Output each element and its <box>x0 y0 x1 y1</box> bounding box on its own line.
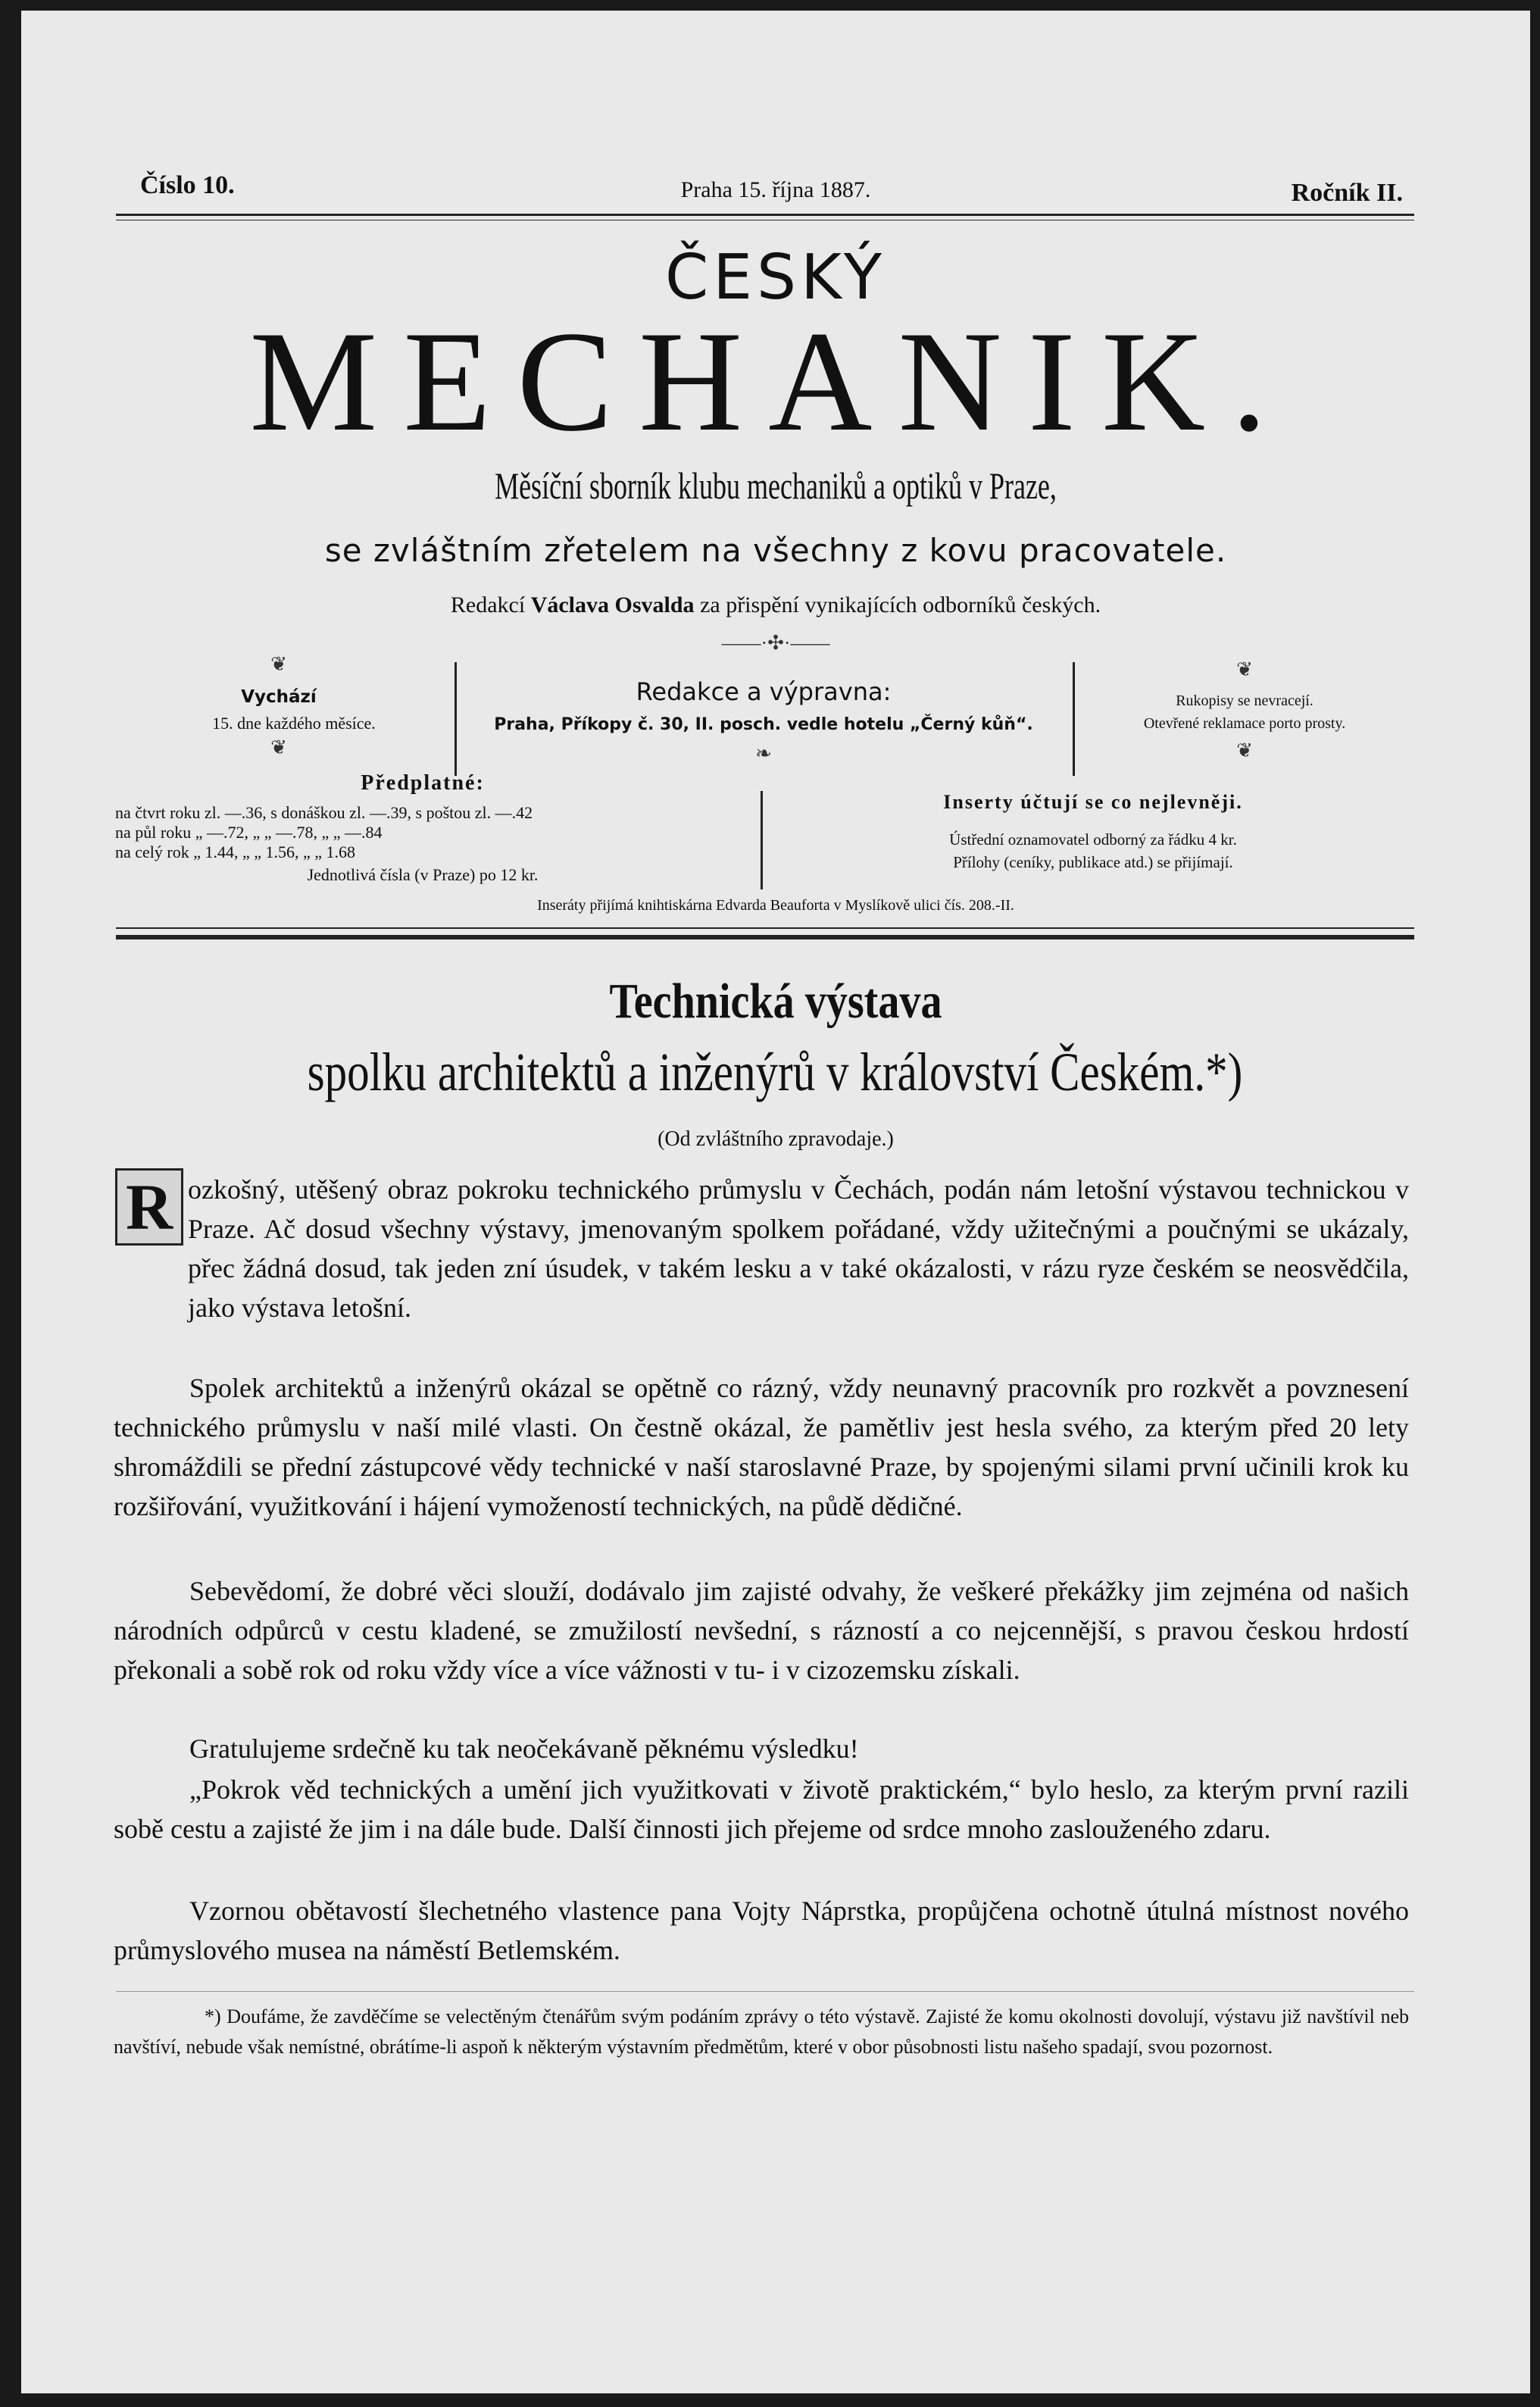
masthead-subtitle: Měsíční sborník klubu mechaniků a optiků v Praze, <box>495 464 1057 507</box>
paragraph-text: „Pokrok věd technických a umění jich využitkovati v životě praktickém,“ bylo heslo, za kterým první razili sobě cestu a zajisté že jim i na dále bude. Další činnosti jich přejeme od srdce mnoho zaslouženého zdaru. <box>114 1774 1409 1844</box>
masthead-top-word: ČESKÝ <box>664 242 887 314</box>
ornament-right-top: ❦ <box>1236 658 1253 680</box>
paragraph-text: Vzornou obětavostí šlechetného vlastence pana Vojty Náprstka, propůjčena ochotně útulná místnost nového průmyslového musea na náměstí Betlemském. <box>114 1896 1409 1965</box>
article-paragraph-3 <box>114 1571 1409 1690</box>
drop-cap: R <box>115 1168 183 1246</box>
article-paragraph-1 <box>114 1170 1409 1327</box>
issue-number: Číslo 10. <box>140 171 235 199</box>
info-divider-2 <box>1073 662 1075 776</box>
ads-title: Inserty účtují se co nejlevněji. <box>943 791 1243 813</box>
paragraph-text: ozkošný, utěšený obraz pokroku technického průmyslu v Čechách, podán nám letošní výstavou technickou v Praze. Ač dosud všechny výstavy, jmenovaným spolkem pořádané, vždy užitečnými a poučnými se ukázaly, přec žádná dosud, tak jeden zní úsudek, v takém lesku a v také okázalosti, v rázu ryze českém se neosvědčila, jako výstava letošní. <box>188 1174 1409 1323</box>
ornament-right-bottom: ❦ <box>1236 739 1253 761</box>
editor-line <box>21 592 1530 618</box>
article-footnote: *) Doufáme, že zavděčíme se velectěným čtenářům svým podáním zprávy o této výstavě. Zajisté že komu okolnosti dovolují, výstavu již navštívil neb navštíví, nebude však nemístné, obrátíme-li aspoň k některým výstavním předmětům, které v obor působnosti listu našeho spadají, svou pozornost. <box>114 2005 1409 2058</box>
single-issue-price: Jednotlivá čísla (v Praze) po 12 kr. <box>307 865 539 884</box>
editor-line-post: za přispění vynikajících odborníků českých. <box>700 592 1101 617</box>
article-headline: Technická výstava <box>609 974 942 1029</box>
paragraph-text: Gratulujeme srdečně ku tak neočekávaně pěknému výsledku! <box>189 1733 859 1764</box>
masthead-rule-thick <box>116 935 1414 939</box>
info-divider-3 <box>761 791 763 889</box>
article-paragraph-2 <box>114 1368 1409 1526</box>
footnote-rule <box>116 1991 1414 1992</box>
office-address: Praha, Příkopy č. 30, II. posch. vedle hotelu „Černý kůň“. <box>494 715 1033 734</box>
published-text: 15. dne každého měsíce. <box>212 714 376 733</box>
subscription-row: na půl roku „ —.72, „ „ —.78, „ „ —.84 <box>115 823 383 842</box>
volume-number: Ročník II. <box>1291 179 1403 207</box>
article-byline: (Od zvláštního zpravodaje.) <box>658 1127 894 1151</box>
article-subheadline: spolku architektů a inženýrů v království Českém.*) <box>307 1042 1243 1102</box>
header-rule <box>116 214 1414 216</box>
ads-line-2: Přílohy (ceníky, publikace atd.) se přijímají. <box>953 853 1233 871</box>
ornament-left-top: ❦ <box>270 653 287 675</box>
manuscripts-note: Rukopisy se nevracejí. <box>1176 692 1314 709</box>
paragraph-text: Sebevědomí, že dobré věci slouží, dodávalo jim zajisté odvahy, že veškeré překážky jim zejména od našich národních odpůrců v cestu kladené, se zmužilostí nevšední, s rázností a co nejcennější, s pravou českou hrdostí překonali a sobě rok od roku vždy více a více vážnosti v tu- i v cizozemsku získali. <box>114 1576 1409 1685</box>
ornament-left-bottom: ❦ <box>270 736 287 758</box>
paragraph-text: Spolek architektů a inženýrů okázal se opětně co rázný, vždy neunavný pracovník pro rozkvět a povznesení technického průmyslu v naší milé vlasti. On čestně okázal, že pamětliv jest hesla svého, za kterým před 20 lety shromáždili se přední zástupcové vědy technické v naší staroslavné Praze, by spojenými silami první učinili krok ku rozšiřování, využitkování i hájení vymožeností technických, na půdě dědičné. <box>114 1373 1409 1521</box>
article-paragraph-5 <box>114 1770 1409 1849</box>
office-title: Redakce a výpravna: <box>636 677 892 706</box>
ads-line-1: Ústřední oznamovatel odborný za řádku 4 kr. <box>949 830 1237 849</box>
editor-name: Václava Osvalda <box>530 592 695 617</box>
subscription-row: na celý rok „ 1.44, „ „ 1.56, „ „ 1.68 <box>115 842 356 861</box>
ads-acceptance: Inseráty přijímá knihtiskárna Edvarda Beauforta v Myslíkově ulici čís. 208.-II. <box>537 897 1014 914</box>
masthead-title: MECHANIK. <box>249 302 1293 461</box>
subscription-title: Předplatné: <box>361 771 485 795</box>
masthead-tagline: se zvláštním zřetelem na všechny z kovu pracovatele. <box>324 532 1227 569</box>
newspaper-page <box>21 11 1530 2393</box>
article-paragraph-6 <box>114 1891 1409 1970</box>
place-date: Praha 15. října 1887. <box>680 177 871 202</box>
reclamation-note: Otevřené reklamace porto prosty. <box>1143 715 1346 732</box>
editor-line-pre: Redakcí <box>450 592 526 617</box>
published-title: Vychází <box>241 687 317 707</box>
info-divider-1 <box>455 662 457 776</box>
ornament-middle: ❧ <box>755 742 772 764</box>
article-paragraph-4 <box>114 1729 1409 1768</box>
masthead-rule-thin <box>116 927 1414 929</box>
ornament-divider: ——·✣·—— <box>721 632 830 654</box>
subscription-row: na čtvrt roku zl. —.36, s donáškou zl. —.39, s poštou zl. —.42 <box>115 803 533 822</box>
